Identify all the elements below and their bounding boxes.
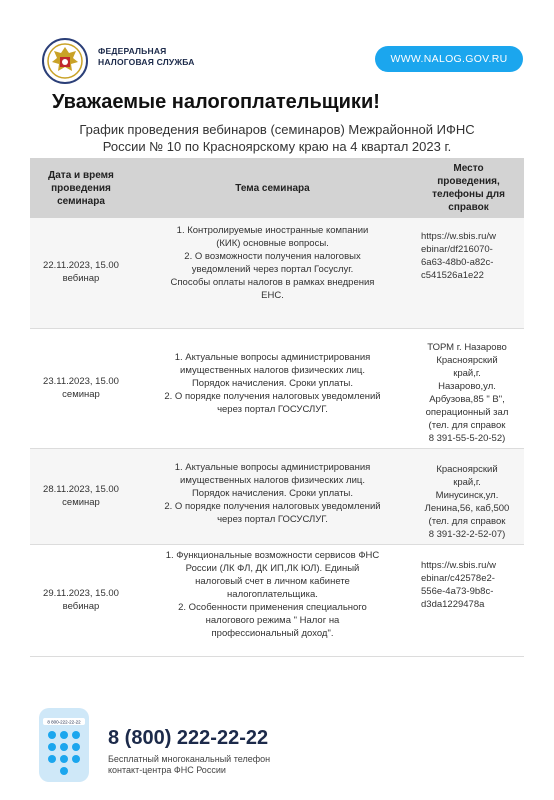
- place-line: край,г.: [453, 367, 481, 379]
- hotline-description-line2: контакт-центра ФНС России: [108, 765, 226, 775]
- table-row: [30, 544, 524, 656]
- format-text: семинар: [62, 388, 100, 400]
- webinar-link-line[interactable]: ebinar/c42578e2-: [421, 572, 495, 584]
- place-line: Ленина,56, каб,500: [424, 502, 510, 514]
- column-header-place: [413, 158, 524, 218]
- place-line: Минусинск,ул.: [435, 489, 499, 501]
- topic-line: уведомлений через портал Госуслуг.: [191, 264, 354, 275]
- header-place-line: справок: [448, 202, 489, 213]
- topic-line: налогоплательщика.: [227, 588, 318, 600]
- seminar-schedule-table: [30, 158, 524, 657]
- topic-cell: [132, 448, 413, 544]
- place-cell: [413, 448, 524, 544]
- webinar-link-line[interactable]: d3da1229478a: [421, 598, 485, 610]
- webinar-link-line[interactable]: https://w.sbis.ru/w: [421, 231, 496, 242]
- format-text: вебинар: [62, 600, 100, 612]
- topic-line: 2. Особенности применения специального: [178, 601, 367, 613]
- header-place-line: телефоны для: [432, 189, 505, 200]
- topic-line: 1. Контролируемые иностранные компании: [176, 225, 369, 236]
- hotline-number[interactable]: 8 (800) 222-22-22: [108, 727, 269, 749]
- topic-cell: [132, 544, 413, 656]
- topic-line: 2. О порядке получения налоговых уведомлений: [164, 500, 381, 512]
- phone-screen-number: 8 800-222-22-22: [47, 719, 81, 725]
- webinar-link-cell[interactable]: [413, 544, 524, 656]
- webinar-link-line[interactable]: c541526a1e22: [421, 270, 484, 281]
- topic-line: Порядок начисления. Сроки уплаты.: [191, 487, 354, 499]
- topic-line: 1. Актуальные вопросы администрирования: [174, 461, 371, 473]
- topic-cell: [132, 218, 413, 328]
- topic-line: Способы оплаты налогов в рамках внедрения: [170, 277, 375, 288]
- format-text: вебинар: [62, 273, 100, 285]
- place-line: операционный зал: [425, 406, 509, 418]
- schedule-title-line1: График проведения вебинаров (семинаров) Межрайонной ИФНС: [79, 122, 475, 137]
- table-row: [30, 328, 524, 448]
- place-line: ТОРМ г. Назарово: [427, 341, 507, 353]
- place-line: край,г.: [453, 476, 481, 488]
- place-line: Красноярский: [436, 354, 498, 366]
- topic-line: ЕНС.: [261, 290, 284, 301]
- date-cell: [30, 328, 132, 448]
- column-header-date: [30, 158, 132, 218]
- fns-emblem-logo: [42, 38, 88, 84]
- webinar-link-line[interactable]: https://w.sbis.ru/w: [421, 559, 496, 571]
- topic-line: 2. О возможности получения налоговых: [184, 251, 361, 262]
- topic-line: 1. Актуальные вопросы администрирования: [174, 351, 371, 363]
- topic-line: имущественных налогов физических лиц.: [180, 474, 365, 486]
- webinar-link-line[interactable]: 556e-4a73-9b8c-: [421, 585, 494, 597]
- format-text: семинар: [62, 496, 100, 508]
- place-line: 8 391-32-2-52-07): [428, 528, 506, 540]
- org-name-line1: ФЕДЕРАЛЬНАЯ: [98, 46, 167, 56]
- place-line: (тел. для справок: [428, 419, 506, 431]
- place-cell: [413, 328, 524, 448]
- date-cell: [30, 544, 132, 656]
- place-line: Арбузова,85 " В",: [429, 393, 505, 405]
- webinar-link-cell[interactable]: [413, 218, 524, 328]
- topic-line: профессиональный доход".: [211, 627, 334, 639]
- date-text: 22.11.2023, 15.00: [43, 260, 119, 272]
- header-date-line: проведения: [51, 182, 111, 194]
- date-cell: [30, 218, 132, 328]
- phone-icon: [38, 707, 90, 783]
- date-text: 23.11.2023, 15.00: [43, 375, 119, 387]
- place-line: Назарово,ул.: [438, 380, 496, 392]
- webinar-link-line[interactable]: 6a63-48b0-a82c-: [421, 257, 494, 268]
- column-header-topic: Тема семинара: [132, 158, 413, 218]
- place-line: Красноярский: [436, 463, 498, 475]
- webinar-link-line[interactable]: ebinar/df216070-: [421, 244, 493, 255]
- table-row: [30, 218, 524, 328]
- topic-line: России (ЛК ФЛ, ДК ИП,ЛК ЮЛ). Единый: [185, 562, 360, 574]
- topic-line: (КИК) основные вопросы.: [216, 238, 329, 249]
- place-line: (тел. для справок: [428, 515, 506, 527]
- place-line: 8 391-55-5-20-52): [428, 432, 506, 444]
- header-place-line: проведения,: [437, 176, 500, 187]
- org-name-line2: НАЛОГОВАЯ СЛУЖБА: [98, 57, 195, 67]
- greeting-heading: Уважаемые налогоплательщики!: [52, 91, 380, 113]
- schedule-title-line2: России № 10 по Красноярскому краю на 4 квартал 2023 г.: [102, 139, 452, 154]
- header-date-line: семинара: [57, 195, 105, 207]
- date-text: 29.11.2023, 15.00: [43, 587, 119, 599]
- schedule-title: [30, 121, 524, 155]
- table-row: [30, 448, 524, 544]
- date-cell: [30, 448, 132, 544]
- header-place-line: Место: [453, 163, 484, 174]
- topic-cell: [132, 328, 413, 448]
- hotline-description: [108, 754, 270, 776]
- hotline-description-line1: Бесплатный многоканальный телефон: [108, 754, 271, 764]
- topic-line: налогового режима " Налог на: [205, 614, 340, 626]
- topic-line: имущественных налогов физических лиц.: [180, 364, 365, 376]
- topic-line: через портал ГОСУСЛУГ.: [217, 513, 328, 525]
- date-text: 28.11.2023, 15.00: [43, 483, 119, 495]
- table-header-row: [30, 158, 524, 218]
- header-date-line: Дата и время: [48, 169, 114, 181]
- topic-line: через портал ГОСУСЛУГ.: [217, 403, 328, 415]
- website-link[interactable]: WWW.NALOG.GOV.RU: [375, 46, 523, 72]
- org-name: [98, 46, 195, 68]
- topic-line: Порядок начисления. Сроки уплаты.: [191, 377, 354, 389]
- topic-line: налоговый счет в личном кабинете: [195, 575, 350, 587]
- topic-line: 2. О порядке получения налоговых уведомлений: [164, 390, 381, 402]
- topic-line: 1. Функциональные возможности сервисов ФНС: [165, 549, 380, 561]
